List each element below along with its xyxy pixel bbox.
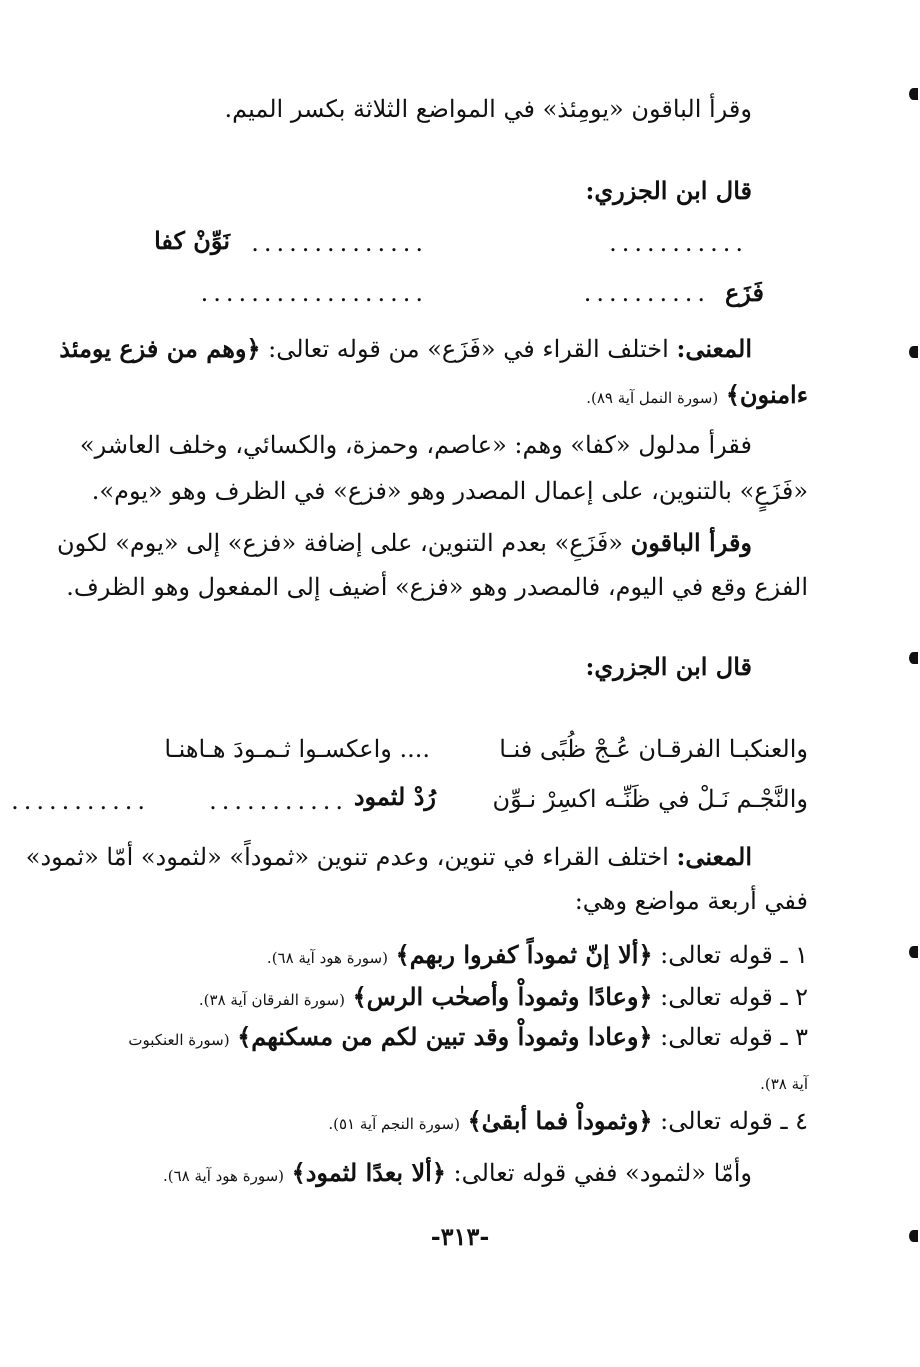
item-intro: قوله تعالى: — [660, 941, 773, 969]
item-intro: قوله تعالى: — [660, 1107, 773, 1135]
item-number: ١ ـ — [780, 941, 808, 969]
para3-bold: وقرأ الباقون — [630, 528, 752, 557]
final-text: وأمّا «لثمود» ففي قوله تعالى: — [453, 1159, 752, 1187]
heading-ibn-aljazari-1: قال ابن الجزري: — [585, 176, 752, 205]
item-number: ٣ ـ — [780, 1023, 808, 1051]
meaning-label: المعنى: — [676, 334, 752, 363]
para3-line2: الفزع وقع في اليوم، فالمصدر وهو «فزع» أضيف إلى المفعول وهو الظرف. — [66, 573, 808, 601]
margin-mark — [909, 946, 918, 958]
margin-mark — [909, 346, 918, 358]
meaning2-text: اختلف القراء في تنوين، وعدم تنوين «ثموداً» «لثمود» أمّا «ثمود» — [25, 843, 669, 871]
verse1-dots-right-2: .......... — [583, 279, 710, 307]
item-number: ٤ ـ — [780, 1107, 808, 1135]
final-line — [163, 1158, 752, 1191]
verse2-row2-dots-left: ........... — [11, 787, 150, 815]
meaning2-line1 — [26, 842, 752, 872]
meaning1-reference: (سورة النمل آية ٨٩). — [586, 389, 719, 407]
list-item — [267, 940, 808, 973]
item-intro: قوله تعالى: — [660, 1023, 773, 1051]
verse1-dots-right: ........... — [609, 229, 748, 257]
meaning1-line2 — [586, 380, 808, 413]
para2-line1: فقرأ مدلول «كفا» وهم: «عاصم، وحمزة، والكسائي، وخلف العاشر» — [79, 431, 752, 459]
final-reference: (سورة هود آية ٦٨). — [162, 1167, 285, 1185]
final-verse: ﴿ألا بعدًا لثمود﴾ — [291, 1158, 446, 1187]
item-verse: ﴿ألا إنّ ثموداً كفروا ربهم﴾ — [395, 940, 653, 969]
item-verse: ﴿وعادا وثموداْ وقد تبين لكم من مسكنهم﴾ — [237, 1022, 653, 1051]
item-reference: (سورة الفرقان آية ٣٨). — [198, 991, 345, 1009]
verse1-dots-left-2: .................. — [200, 279, 428, 307]
intro-line — [225, 94, 752, 124]
item-verse: ﴿وثموداْ فما أبقىٰ﴾ — [467, 1106, 653, 1135]
margin-mark — [909, 88, 918, 100]
para2-line2: «فَزَعٍ» بالتنوين، على إعمال المصدر وهو «فزع» في الظرف وهو «يوم». — [91, 477, 808, 505]
item-intro: قوله تعالى: — [660, 983, 773, 1011]
item-verse: ﴿وعادًا وثموداْ وأصحٰب الرس﴾ — [352, 982, 653, 1011]
meaning1-verse: ﴿وهم من فزع يومئذ — [59, 334, 261, 363]
para3-line1 — [57, 528, 752, 558]
item-reference: (سورة هود آية ٦٨). — [266, 949, 388, 967]
verse2-row1-right: والعنكبـا الفرقـان عُـجْ ظُبًى فنـا — [499, 735, 808, 763]
item-reference-cont: آية ٣٨). — [760, 1075, 808, 1093]
meaning1-verse-end: ءامنون﴾ — [725, 380, 808, 409]
verse1-word-nawwin: نَوِّنْ كفا — [154, 226, 230, 255]
item-number: ٢ ـ — [780, 983, 808, 1011]
list-item — [328, 1106, 808, 1139]
verse2-row1-left: .... واعكسـوا ثـمـودَ هـاهنـا — [164, 735, 430, 763]
meaning2-label: المعنى: — [676, 842, 752, 871]
list-item — [199, 982, 808, 1015]
verse2-row2-dots-mid: ........... — [209, 787, 348, 815]
verse2-row2-mid: رُدْ لثمود — [353, 782, 436, 811]
page-number: -٣١٣- — [430, 1222, 490, 1251]
meaning1-line — [59, 334, 752, 364]
para3-text: «فَزَعِ» بعدم التنوين، على إضافة «فزع» إلى «يوم» لكون — [57, 529, 623, 557]
item-reference: (سورة العنكبوت — [128, 1031, 230, 1049]
verse2-row2-right: والنَّجْـم نَـلْ في ظَنِّـه اكسِرْ نـوِّن — [492, 785, 808, 813]
intro-text: وقرأ الباقون «يومِئذ» في المواضع الثلاثة بكسر الميم. — [224, 95, 752, 123]
verse1-word-fazaa: فَزَع — [724, 278, 764, 307]
heading-ibn-aljazari-2: قال ابن الجزري: — [585, 652, 752, 681]
list-item — [128, 1022, 808, 1055]
margin-mark — [909, 1230, 918, 1242]
meaning1-text: اختلف القراء في «فَزَع» من قوله تعالى: — [268, 335, 669, 363]
margin-mark — [909, 652, 918, 664]
item-reference: (سورة النجم آية ٥١). — [328, 1115, 460, 1133]
verse1-dots-left: .............. — [251, 229, 428, 257]
meaning2-line2: ففي أربعة مواضع وهي: — [574, 887, 808, 915]
list-item-continuation — [760, 1066, 808, 1099]
